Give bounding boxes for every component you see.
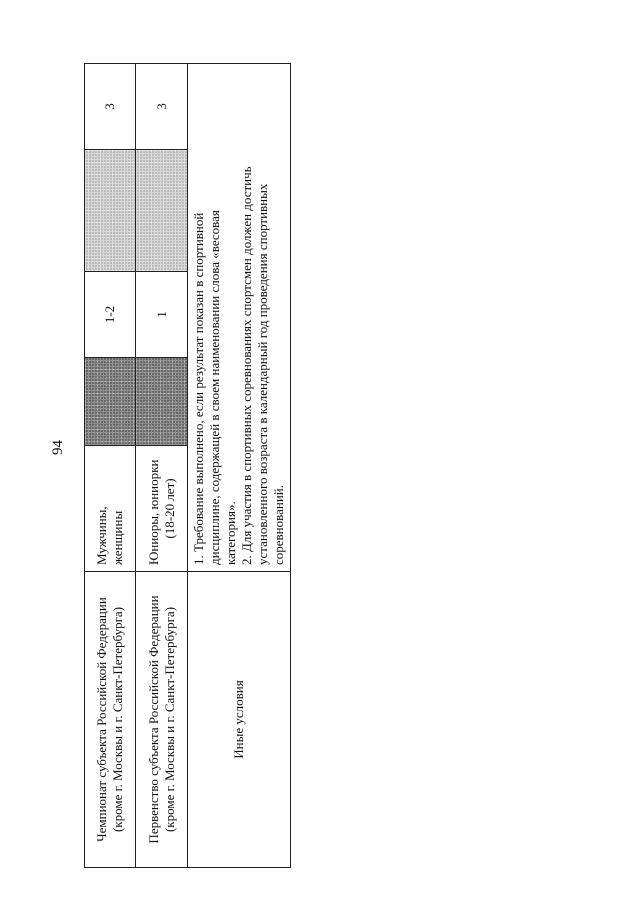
shaded-cell: [85, 150, 136, 272]
count-cell: 3: [136, 64, 188, 150]
page-number: 94: [50, 440, 66, 455]
group-cell: [85, 446, 136, 572]
condition-line: категория».: [223, 501, 238, 565]
other-conditions-text: [188, 64, 291, 572]
rotated-document: [84, 64, 290, 868]
condition-line: дисциплине, содержащей в своем наименовании слова «весовая: [207, 210, 222, 565]
condition-line: соревнований.: [271, 485, 286, 565]
place-cell: 1: [136, 272, 188, 358]
event-line: Чемпионат субъекта Российской Федерации: [94, 597, 109, 842]
table-row: [85, 64, 136, 868]
shaded-cell: [136, 358, 188, 446]
group-line: Юниоры, юниорки: [145, 459, 161, 565]
group-cell: [136, 446, 188, 572]
condition-line: 2. Для участия в спортивных соревнованиях спортсмен должен достичь: [239, 166, 254, 565]
table-row: [136, 64, 188, 868]
shaded-cell: [85, 358, 136, 446]
event-cell: [85, 572, 136, 868]
event-line: (кроме г. Москвы и г. Санкт-Петербурга): [110, 606, 125, 833]
place-cell: 1-2: [85, 272, 136, 358]
table-row: [188, 64, 291, 868]
condition-line: установленного возраста в календарный год проведения спортивных: [255, 183, 270, 565]
count-cell: 3: [85, 64, 136, 150]
condition-line: 1. Требование выполнено, если результат показан в спортивной: [191, 212, 206, 565]
event-cell: [136, 572, 188, 868]
standards-table: [84, 63, 291, 868]
event-line: Первенство субъекта Российской Федерации: [145, 595, 161, 844]
event-line: (кроме г. Москвы и г. Санкт-Петербурга): [161, 606, 177, 833]
group-line: (18-20 лет): [161, 478, 177, 539]
shaded-cell: [136, 150, 188, 272]
group-line: Мужчины, женщины: [94, 506, 125, 565]
other-conditions-label: Иные условия: [188, 572, 291, 868]
